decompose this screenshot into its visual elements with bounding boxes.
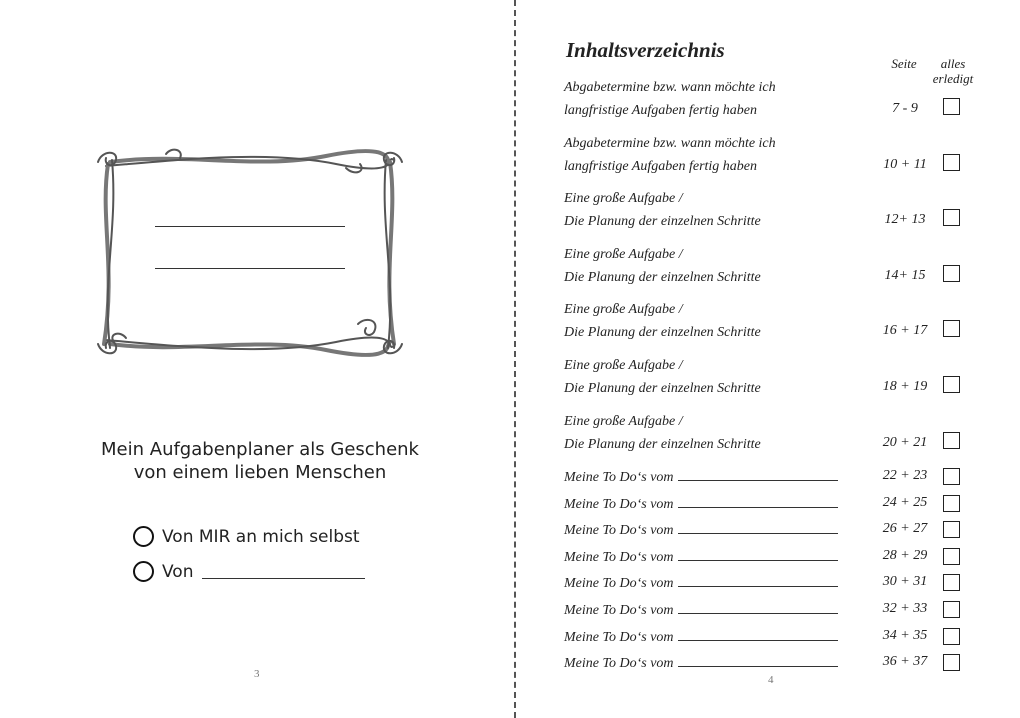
todo-label: Meine To Do‘s vom — [564, 470, 674, 485]
radio-circle-icon[interactable] — [133, 526, 154, 547]
todo-entry — [564, 626, 838, 649]
todo-date-line[interactable] — [678, 519, 838, 534]
toc-entry — [564, 243, 761, 289]
done-checkbox[interactable] — [943, 495, 960, 512]
todo-date-line[interactable] — [678, 546, 838, 561]
page-number-left: 3 — [254, 668, 260, 680]
done-checkbox[interactable] — [943, 320, 960, 337]
toc-entry-line-2: Die Planung der einzelnen Schritte — [564, 381, 761, 396]
toc-entry-line-1: Abgabetermine bzw. wann möchte ich — [564, 136, 776, 151]
todo-date-line[interactable] — [678, 652, 838, 667]
option-self-label: Von MIR an mich selbst — [162, 526, 360, 547]
todo-entry — [564, 519, 838, 542]
toc-entry-pages: 16 + 17 — [882, 323, 928, 338]
toc-entry-line-2: Die Planung der einzelnen Schritte — [564, 270, 761, 285]
toc-entry-pages: 10 + 11 — [883, 157, 927, 172]
radio-circle-icon[interactable] — [133, 561, 154, 582]
gift-title-line-2: von einem lieben Menschen — [133, 462, 387, 483]
todo-pages: 22 + 23 — [882, 468, 928, 483]
done-checkbox[interactable] — [943, 209, 960, 226]
todo-pages: 32 + 33 — [882, 601, 928, 616]
toc-entry-line-2: Die Planung der einzelnen Schritte — [564, 325, 761, 340]
todo-entry — [564, 546, 838, 569]
todo-label: Meine To Do‘s vom — [564, 523, 674, 539]
col-seite: Seite — [891, 56, 917, 71]
todo-entry — [564, 493, 838, 516]
toc-entry-line-1: Eine große Aufgabe / — [564, 358, 683, 373]
todo-entry — [564, 466, 838, 489]
option-from-label: Von — [162, 561, 194, 582]
done-checkbox[interactable] — [943, 628, 960, 645]
toc-title: Inhaltsverzeichnis — [566, 38, 725, 62]
option-self[interactable] — [133, 526, 360, 547]
toc-entry-line-1: Eine große Aufgabe / — [564, 414, 683, 429]
todo-label: Meine To Do‘s vom — [564, 496, 674, 512]
todo-date-line[interactable] — [678, 572, 838, 587]
toc-entry-line-1: Eine große Aufgabe / — [564, 247, 683, 262]
done-checkbox[interactable] — [943, 601, 960, 618]
todo-pages: 30 + 31 — [882, 574, 928, 590]
todo-entry — [564, 572, 838, 595]
done-checkbox[interactable] — [943, 521, 960, 538]
option-from[interactable] — [133, 561, 365, 582]
toc-entry-line-1: Abgabetermine bzw. wann möchte ich — [564, 80, 776, 95]
col-alles-erledigt — [930, 56, 976, 86]
done-checkbox[interactable] — [943, 154, 960, 171]
done-checkbox[interactable] — [943, 432, 960, 449]
todo-date-line[interactable] — [678, 466, 838, 481]
from-name-line[interactable] — [202, 564, 365, 579]
done-checkbox[interactable] — [943, 574, 960, 591]
page-number-right: 4 — [768, 674, 774, 686]
toc-entry-line-1: Eine große Aufgabe / — [564, 191, 683, 206]
toc-entry-pages: 20 + 21 — [882, 435, 928, 450]
toc-entry-pages: 7 - 9 — [892, 101, 918, 116]
todo-label: Meine To Do‘s vom — [564, 576, 674, 592]
done-checkbox[interactable] — [943, 468, 960, 485]
right-page — [516, 0, 1020, 718]
toc-entry-line-2: Die Planung der einzelnen Schritte — [564, 437, 761, 452]
toc-entry — [564, 187, 761, 233]
toc-entry-line-1: Eine große Aufgabe / — [564, 302, 683, 317]
todo-pages: 26 + 27 — [882, 521, 928, 537]
done-checkbox[interactable] — [943, 654, 960, 671]
toc-entry — [564, 298, 761, 344]
todo-date-line[interactable] — [678, 599, 838, 614]
toc-entry — [564, 76, 776, 122]
todo-pages: 24 + 25 — [882, 494, 928, 510]
toc-entry-pages: 14+ 15 — [884, 268, 926, 283]
todo-label: Meine To Do‘s vom — [564, 629, 674, 645]
toc-entry — [564, 354, 761, 400]
todo-pages: 36 + 37 — [882, 654, 928, 670]
done-checkbox[interactable] — [943, 376, 960, 393]
done-checkbox[interactable] — [943, 98, 960, 115]
toc-entry — [564, 132, 776, 178]
todo-entry — [564, 599, 838, 622]
name-line-1[interactable] — [155, 226, 345, 227]
col-alles-line-2: erledigt — [932, 71, 974, 86]
gift-title-line-1: Mein Aufgabenplaner als Geschenk — [101, 439, 419, 460]
todo-pages: 28 + 29 — [882, 547, 928, 563]
toc-entry-line-2: langfristige Aufgaben fertig haben — [564, 159, 758, 174]
toc-entry-line-2: Die Planung der einzelnen Schritte — [564, 214, 761, 229]
gift-title — [60, 438, 460, 484]
done-checkbox[interactable] — [943, 548, 960, 565]
toc-entry-line-2: langfristige Aufgaben fertig haben — [564, 103, 758, 118]
toc-entry-pages: 12+ 13 — [884, 212, 926, 227]
col-alles-line-1: alles — [940, 56, 966, 71]
todo-date-line[interactable] — [678, 493, 838, 508]
toc-entry — [564, 410, 761, 456]
todo-label: Meine To Do‘s vom — [564, 656, 674, 672]
name-line-2[interactable] — [155, 268, 345, 269]
todo-date-line[interactable] — [678, 626, 838, 641]
todo-label: Meine To Do‘s vom — [564, 603, 674, 618]
toc-entry-pages: 18 + 19 — [882, 379, 928, 394]
todo-entry — [564, 652, 838, 675]
todo-pages: 34 + 35 — [882, 627, 928, 643]
done-checkbox[interactable] — [943, 265, 960, 282]
todo-label: Meine To Do‘s vom — [564, 549, 674, 565]
ornamental-frame-icon — [96, 148, 404, 358]
